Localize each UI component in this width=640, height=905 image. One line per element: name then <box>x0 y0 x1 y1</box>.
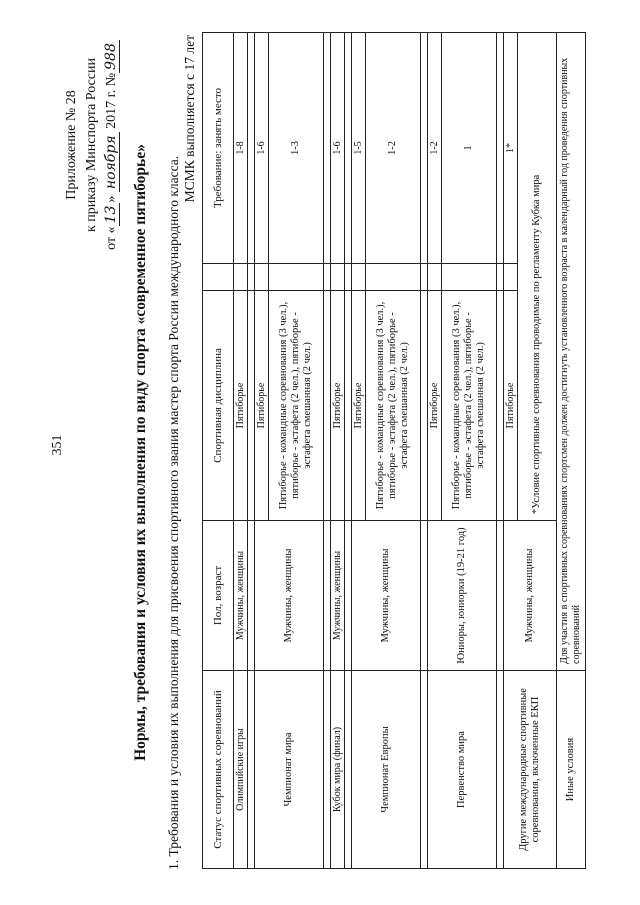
cell-sex: Мужчины, женщины <box>234 521 248 671</box>
document-title: Нормы, требования и условия их выполнения по виду спорта «современное пятиборье» <box>132 144 149 761</box>
header-discipline: Спортивная дисциплина <box>203 291 234 521</box>
table-row <box>504 33 518 869</box>
cell-place: 1-6 <box>331 33 345 264</box>
cell-conditions-label: Иные условия <box>557 671 586 869</box>
cell-footnote: *Условие спортивные соревнования проводимые по регламенту Кубка мира <box>518 33 557 521</box>
header-gap <box>203 264 234 291</box>
table-row <box>352 33 366 869</box>
cell-status: Первенство мира <box>428 671 497 869</box>
appendix-number: Приложение № 28 <box>64 90 79 200</box>
page-number: 351 <box>50 434 65 456</box>
cell-sex: Мужчины, женщины <box>504 521 557 671</box>
table-row <box>557 33 586 869</box>
cell-discipline: Пятиборье - командные соревнования (3 чел.), пятиборье - эстафета (2 чел.), пятиборье - эстафета смешанная (2 чел.) <box>442 291 497 521</box>
appendix-date-line: от «13» ноября 2017 г. №988 <box>102 25 122 265</box>
cell-sex: Мужчины, женщины <box>255 521 324 671</box>
cell-discipline: Пятиборье <box>504 291 518 521</box>
cell-place: 1 <box>442 33 497 264</box>
cell-discipline: Пятиборье - командные соревнования (3 чел.), пятиборье - эстафета (2 чел.), пятиборье - эстафета смешанная (2 чел.) <box>269 291 324 521</box>
table-spacer-row <box>324 33 331 869</box>
cell-discipline: Пятиборье <box>331 291 345 521</box>
cell-place: 1-6 <box>255 33 269 264</box>
msmk-age-note: МСМК выполняется с 17 лет <box>182 35 197 203</box>
cell-place: 1* <box>504 33 518 264</box>
cell-discipline: Пятиборье <box>255 291 269 521</box>
handwritten-month: ноября <box>104 132 120 192</box>
cell-place: 1-2 <box>366 33 421 264</box>
table-header-row <box>203 33 234 869</box>
cell-discipline: Пятиборье - командные соревнования (3 чел.), пятиборье - эстафета (2 чел.), пятиборье - эстафета смешанная (2 чел.) <box>366 291 421 521</box>
cell-status: Чемпионат Европы <box>352 671 421 869</box>
handwritten-day: 13 <box>104 203 120 227</box>
cell-status: Другие международные спортивные соревнования, включенные ЕКП <box>504 671 557 869</box>
table-row <box>255 33 269 869</box>
cell-discipline: Пятиборье <box>428 291 442 521</box>
table-spacer-row <box>421 33 428 869</box>
cell-status: Олимпийские игры <box>234 671 248 869</box>
header-status: Статус спортивных соревнований <box>203 671 234 869</box>
handwritten-order-number: 988 <box>104 40 120 73</box>
cell-sex: Мужчины, женщины <box>331 521 345 671</box>
table-spacer-row <box>345 33 352 869</box>
cell-discipline: Пятиборье <box>234 291 248 521</box>
cell-status: Чемпионат мира <box>255 671 324 869</box>
cell-place: 1-8 <box>234 33 248 264</box>
cell-sex: Мужчины, женщины <box>352 521 421 671</box>
section-heading: 1. Требования и условия их выполнения для присвоения спортивного звания мастер спорта России международного класса. <box>166 155 181 870</box>
table-spacer-row <box>248 33 255 869</box>
header-sex-age: Пол, возраст <box>203 521 234 671</box>
cell-place: 1-5 <box>352 33 366 264</box>
cell-discipline: Пятиборье <box>352 291 366 521</box>
appendix-order-ref: к приказу Минспорта России <box>84 58 99 232</box>
requirements-table <box>202 32 586 869</box>
header-requirement: Требование: занять место <box>203 33 234 264</box>
cell-status: Кубок мира (финал) <box>331 671 345 869</box>
table-row <box>428 33 442 869</box>
cell-sex: Юниоры, юниорки (19-21 год) <box>428 521 497 671</box>
cell-place: 1-2 <box>428 33 442 264</box>
table-row <box>331 33 345 869</box>
cell-place: 1-3 <box>269 33 324 264</box>
table-row <box>234 33 248 869</box>
appendix-header <box>62 25 122 265</box>
table-spacer-row <box>497 33 504 869</box>
cell-conditions-text: Для участия в спортивных соревнованиях спортсмен должен достигнуть установленного возраста в календарный год проведения спортивных соревнований <box>557 33 586 671</box>
